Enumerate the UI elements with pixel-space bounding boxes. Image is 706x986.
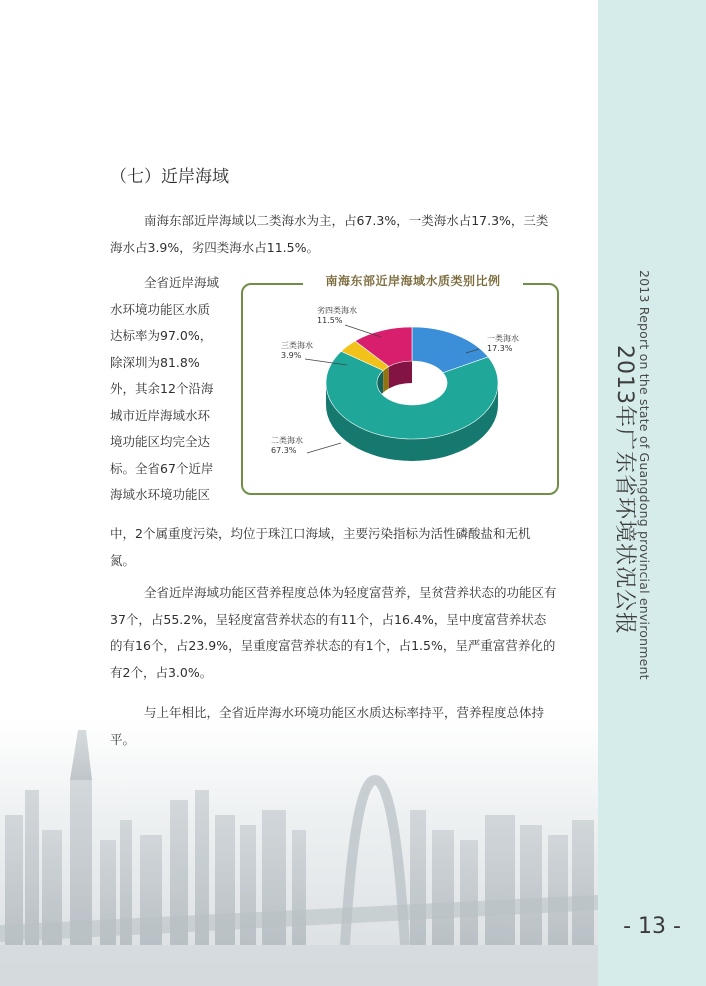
slice-value-label: 67.3%	[271, 446, 297, 455]
section-heading: （七）近岸海域	[110, 167, 229, 187]
slice-label-二类海水	[271, 435, 341, 455]
slice-value-label: 3.9%	[281, 351, 302, 360]
paragraph-line: 外，其余12个沿海	[110, 381, 214, 396]
leader-line	[307, 443, 341, 453]
donut-inner-wall-三类海水	[383, 366, 389, 392]
slice-category-label: 劣四类海水	[317, 306, 357, 315]
paragraph-year-comparison: 与上年相比，全省近岸海水环境功能区水质达标率持平，营养程度总体持平。	[110, 705, 545, 747]
paragraph-line: 除深圳为81.8%	[110, 354, 200, 370]
donut-inner-wall-劣四类海水	[389, 361, 412, 388]
paragraph-line: 全省近岸海域	[144, 275, 220, 290]
report-title-chinese: 2013年广东省环境状况公报	[612, 345, 637, 635]
paragraph-compliance-rate	[110, 270, 232, 509]
slice-value-label: 17.3%	[487, 344, 513, 353]
paragraph-line: 城市近岸海域水环	[110, 407, 211, 423]
slice-category-label: 二类海水	[271, 436, 303, 445]
page-number: - 13 -	[623, 914, 681, 939]
paragraph-line: 达标率为97.0%，	[110, 328, 213, 343]
paragraph-line: 水环境功能区水质	[110, 301, 211, 317]
paragraph-sea-water-class: 南海东部近岸海域以二类海水为主，占67.3%，一类海水占17.3%，三类海水占3.9%，劣四类海水占11.5%。	[110, 213, 549, 255]
paragraph-line: 境功能区均完全达	[110, 434, 211, 449]
city-skyline-image	[0, 720, 598, 986]
paragraph-line: 标。全省67个近岸	[110, 460, 214, 476]
slice-label-劣四类海水	[317, 305, 381, 337]
slice-value-label: 11.5%	[317, 316, 343, 325]
leader-line	[345, 325, 381, 337]
report-title-english: 2013 Report on the state of Guangdong provincial environment	[637, 270, 652, 680]
slice-category-label: 三类海水	[281, 341, 313, 350]
paragraph-nutrient-status: 全省近岸海域功能区营养程度总体为轻度富营养，呈贫营养状态的功能区有37个，占55.2%，呈轻度富营养状态的有11个，占16.4%，呈中度富营养状态的有16个，占23.9%，呈重度富营养状态的有1个，占1.5%，呈严重富营养化的有2个，占3.0%。	[110, 585, 557, 680]
paragraph-compliance-rate-continued: 中，2个属重度污染，均位于珠江口海域，主要污染指标为活性磷酸盐和无机氮。	[110, 526, 531, 568]
chart-title: 南海东部近岸海域水质类别比例	[303, 272, 523, 289]
water-quality-donut-chart	[241, 283, 559, 495]
slice-category-label: 一类海水	[487, 334, 519, 343]
paragraph-line: 海域水环境功能区	[110, 487, 211, 502]
